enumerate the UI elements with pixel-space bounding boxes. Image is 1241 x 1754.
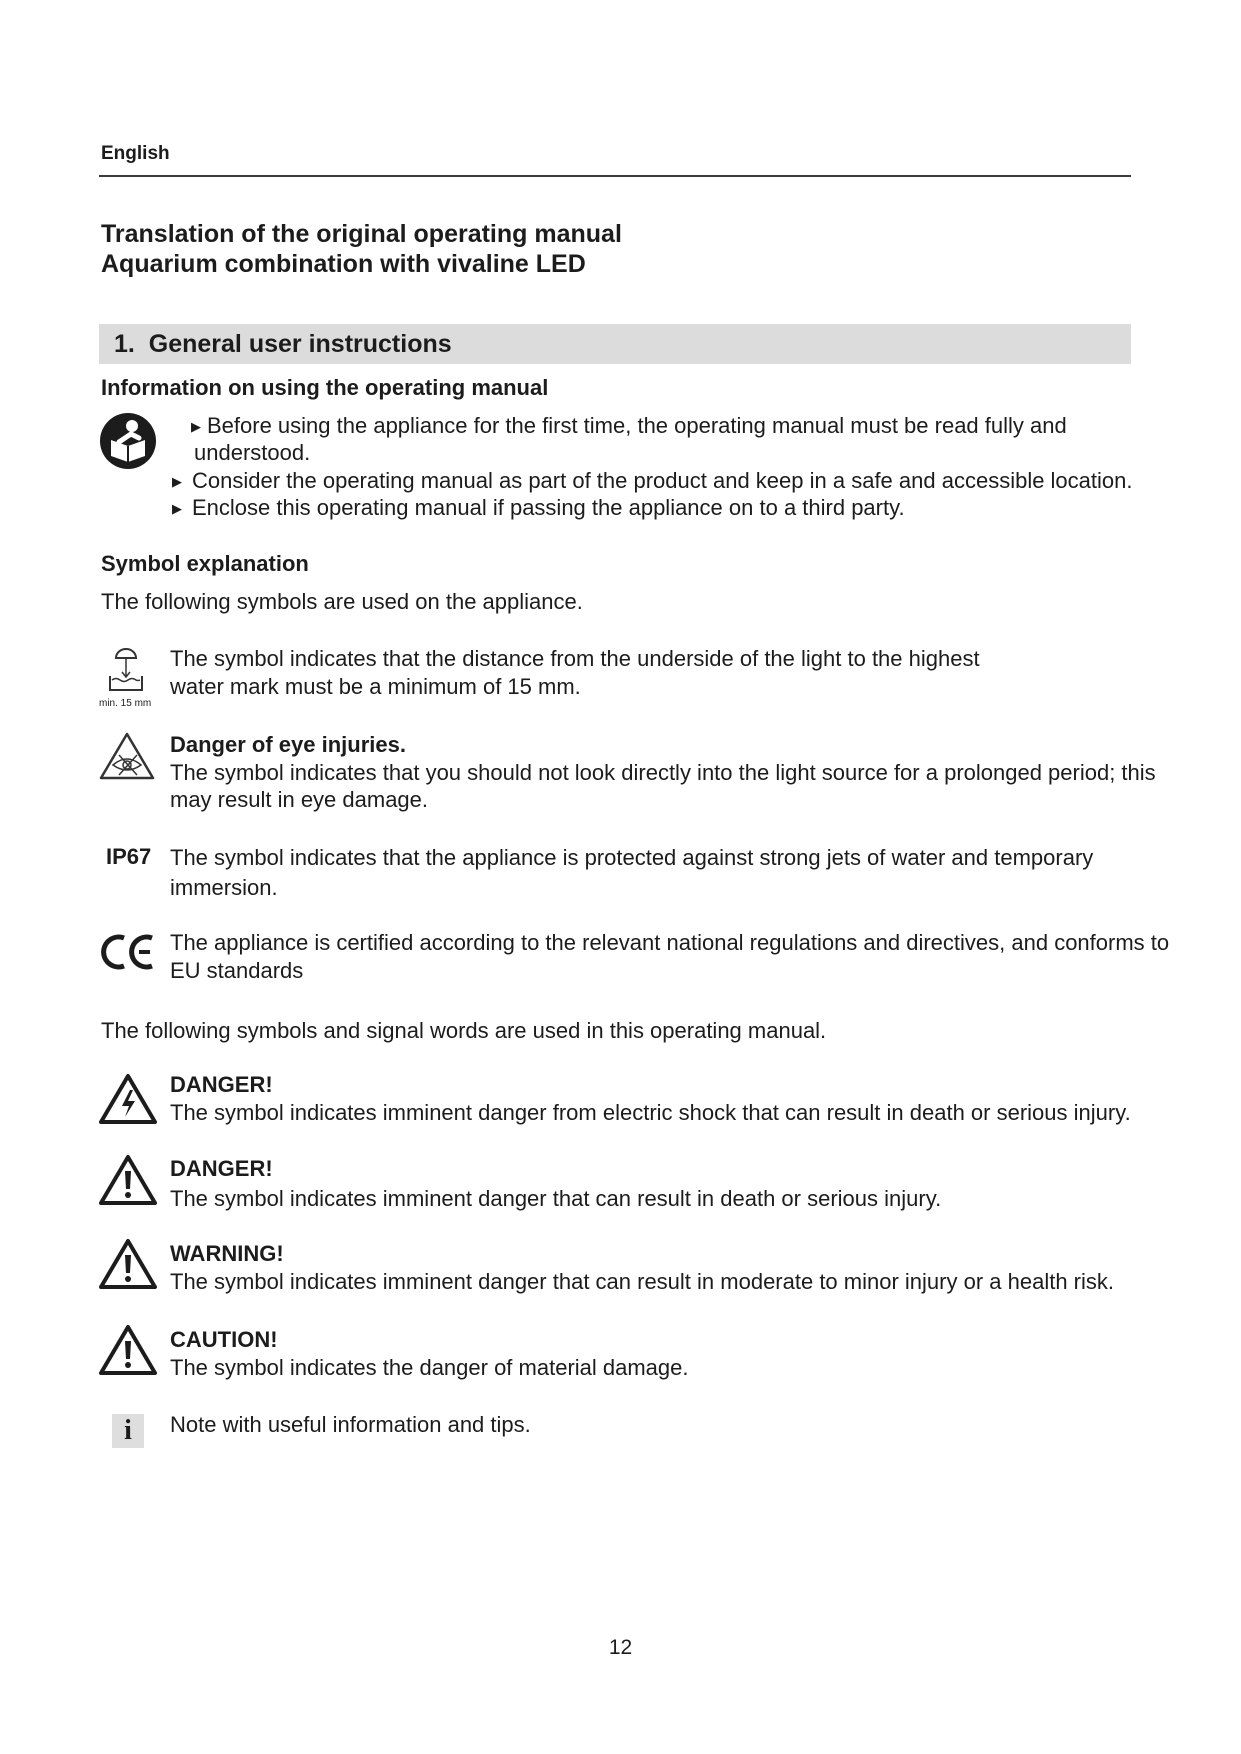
bullet-arrow-icon: ▶ [191,419,201,434]
title-line-1: Translation of the original operating manual [101,220,622,248]
manual-bullet-1: ▶ Before using the appliance for the first time, the operating manual must be read fully and [191,412,1067,441]
manual-info-heading: Information on using the operating manual [101,375,549,400]
read-manual-icon [99,412,157,470]
signal-item-danger: DANGER! The symbol indicates imminent danger that can result in death or serious injury. [170,1156,942,1211]
electric-shock-warning-icon [99,1073,157,1125]
ip67-label: IP67 [106,844,152,869]
ip67-text: The symbol indicates that the appliance is protected against strong jets of water and temporary immersion. [170,845,1094,900]
info-icon: i [112,1414,144,1448]
manual-bullet-1-cont: understood. [194,440,311,465]
caution-icon [99,1324,157,1376]
ce-text: The appliance is certified according to the relevant national regulations and directives, and conforms to EU standards [170,930,1170,983]
distance-icon-caption: min. 15 mm [99,698,152,709]
signal-item-electric: DANGER! The symbol indicates imminent danger from electric shock that can result in death or serious injury. [170,1072,1131,1125]
manual-bullet-2: ▶ Consider the operating manual as part of the product and keep in a safe and accessible location. [172,467,1133,496]
note-text: Note with useful information and tips. [170,1412,531,1437]
signal-item-warning: WARNING! The symbol indicates imminent danger that can result in moderate to minor injury or a health risk. [170,1241,1114,1294]
bullet-arrow-icon: ▶ [172,474,182,489]
section-title: General user instructions [148,330,452,358]
bullet-arrow-icon: ▶ [172,501,182,516]
language-label: English [101,143,170,164]
warning-icon [99,1238,157,1290]
symbols-intro: The following symbols are used on the appliance. [101,589,583,614]
title-line-2: Aquarium combination with vivaline LED [101,250,586,278]
eye-injury-warning-icon [99,731,155,781]
danger-warning-icon [99,1154,157,1206]
section-number: 1. [114,330,135,358]
symbols-heading: Symbol explanation [101,551,309,576]
eye-injury-text: Danger of eye injuries. The symbol indicates that you should not look directly into the light source for a prolonged period; this may result in eye damage. [170,732,1156,812]
distance-text: The symbol indicates that the distance from the underside of the light to the highest water mark must be a minimum of 15 mm. [170,646,980,699]
document-title [101,219,622,279]
page-number: 12 [608,1636,633,1659]
signal-item-caution: CAUTION! The symbol indicates the danger of material damage. [170,1327,689,1380]
section-heading [114,330,452,359]
signal-words-intro: The following symbols and signal words are used in this operating manual. [101,1018,827,1043]
distance-icon [104,646,148,694]
ce-mark-icon [102,932,156,972]
manual-bullet-3: ▶ Enclose this operating manual if passing the appliance on to a third party. [172,494,905,523]
header-rule [99,175,1131,177]
